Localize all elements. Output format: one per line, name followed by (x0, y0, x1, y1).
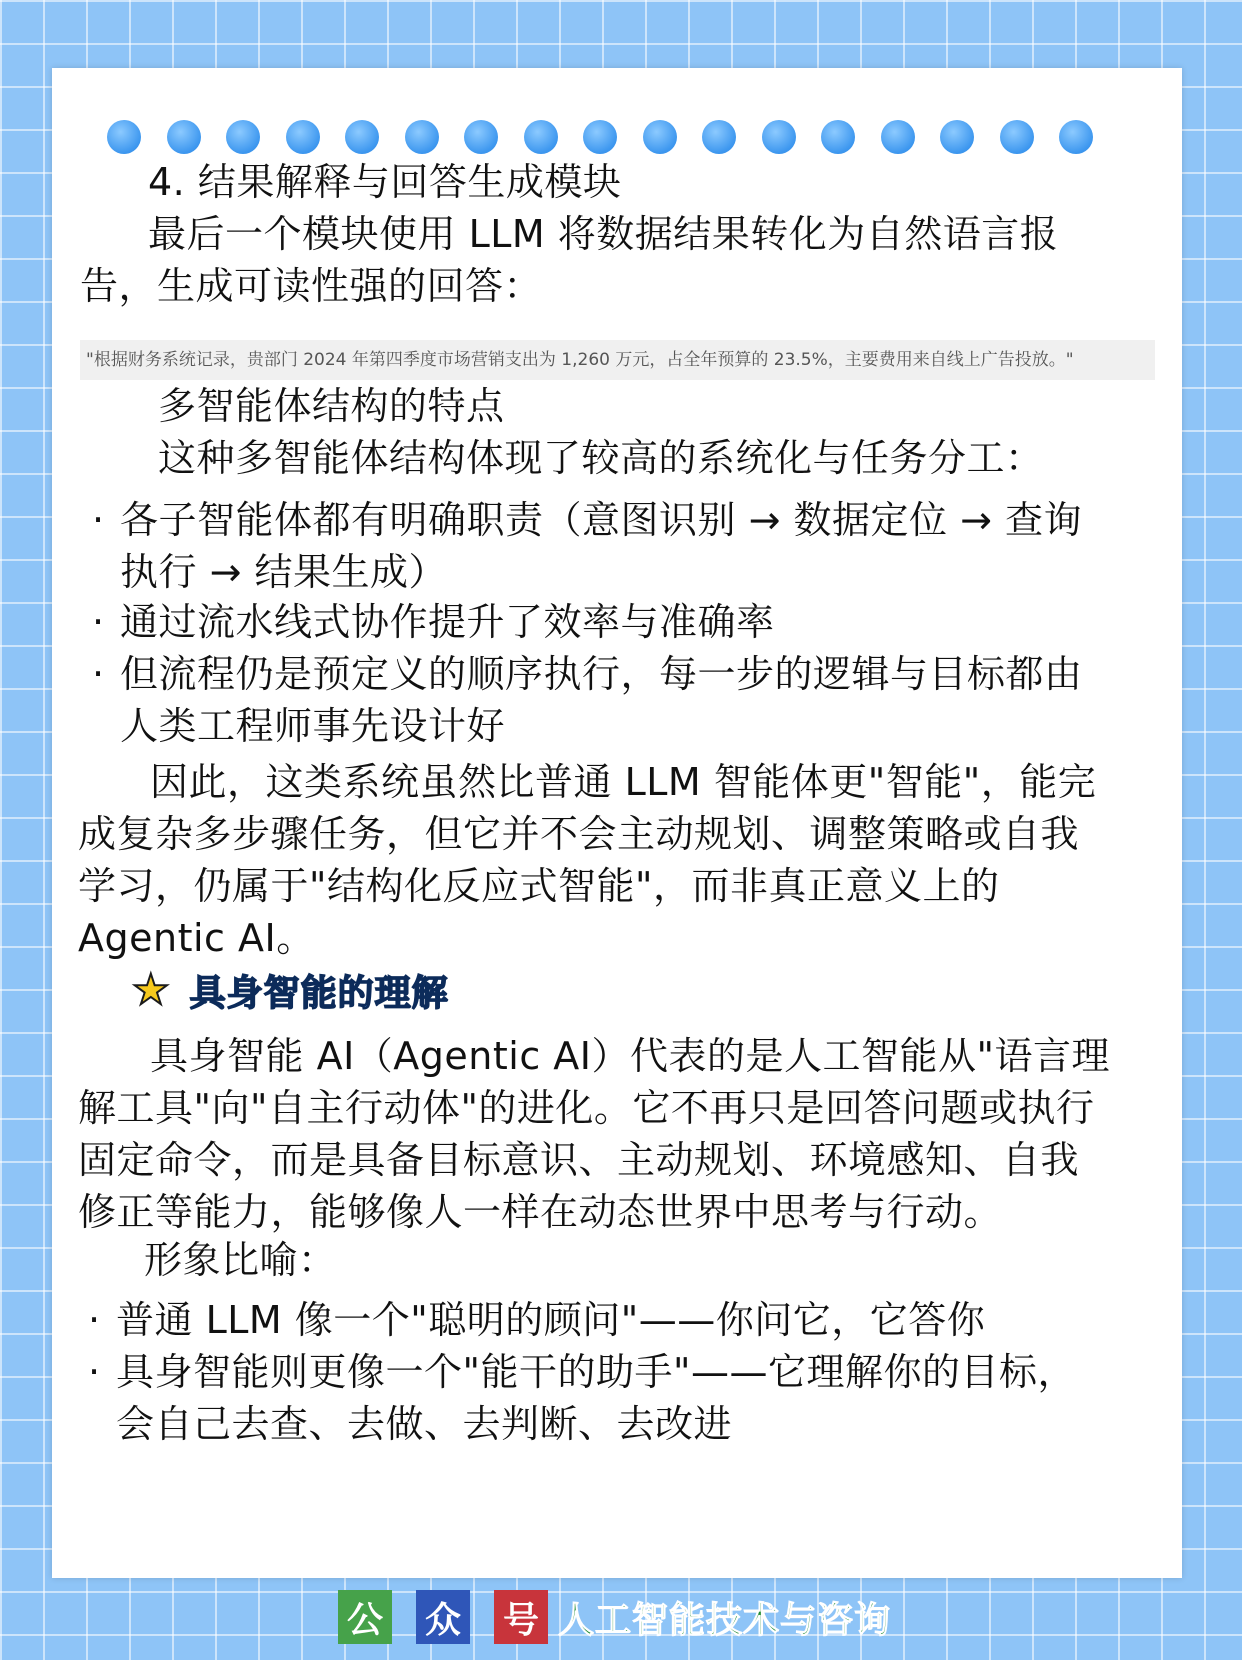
example-quote: "根据财务系统记录，贵部门 2024 年第四季度市场营销支出为 1,260 万元，占全年预算的 23.5%，主要费用来自线上广告投放。" (80, 340, 1155, 380)
binder-hole (167, 120, 201, 154)
footer-account (338, 1587, 891, 1647)
binder-hole (1059, 120, 1093, 154)
footer-account-name: 人工智能技术与咨询 (558, 1599, 892, 1641)
binder-holes (107, 120, 1147, 160)
binder-hole (345, 120, 379, 154)
section4-heading: 4. 结果解释与回答生成模块 (148, 160, 622, 204)
embodied-para-line1: 具身智能 AI（Agentic AI）代表的是人工智能从"语言理 (150, 1034, 1110, 1078)
metaphor-bullet-1: 普通 LLM 像一个"聪明的顾问"——你问它，它答你 (116, 1298, 986, 1342)
binder-hole (643, 120, 677, 154)
footer-badge-gong: 公 (338, 1590, 392, 1644)
binder-hole (881, 120, 915, 154)
binder-hole (1000, 120, 1034, 154)
footer-badge-hao: 号 (494, 1590, 548, 1644)
binder-hole (226, 120, 260, 154)
binder-hole (286, 120, 320, 154)
bullet-3-line1: 但流程仍是预定义的顺序执行，每一步的逻辑与目标都由 (120, 652, 1083, 696)
bullet-dot: · (92, 498, 105, 542)
binder-hole (702, 120, 736, 154)
metaphor-bullet-2-line1: 具身智能则更像一个"能干的助手"——它理解你的目标， (116, 1350, 1076, 1394)
bullet-1-line2: 执行 → 结果生成） (120, 550, 447, 594)
footer-badge-zhong: 众 (416, 1590, 470, 1644)
conclusion-line4: Agentic AI。 (78, 916, 315, 960)
metaphor-label: 形象比喻： (144, 1238, 337, 1282)
bullet-dot: · (92, 600, 105, 644)
bullet-dot: · (88, 1350, 101, 1394)
binder-hole (583, 120, 617, 154)
bullet-dot: · (92, 652, 105, 696)
embodied-para-line3: 固定命令，而是具备目标意识、主动规划、环境感知、自我 (78, 1138, 1080, 1182)
conclusion-line2: 成复杂多步骤任务，但它并不会主动规划、调整策略或自我 (78, 812, 1080, 856)
bullet-1-line1: 各子智能体都有明确职责（意图识别 → 数据定位 → 查询 (120, 498, 1082, 542)
binder-hole (464, 120, 498, 154)
star-icon: ★ (132, 965, 170, 1014)
multi-agent-intro: 这种多智能体结构体现了较高的系统化与任务分工： (158, 436, 1044, 480)
bullet-2-line1: 通过流水线式协作提升了效率与准确率 (120, 600, 775, 644)
binder-hole (107, 120, 141, 154)
bullet-3-line2: 人类工程师事先设计好 (120, 704, 506, 748)
embodied-para-line2: 解工具"向"自主行动体"的进化。它不再只是回答问题或执行 (78, 1086, 1095, 1130)
bullet-dot: · (88, 1298, 101, 1342)
multi-agent-heading: 多智能体结构的特点 (158, 384, 505, 428)
conclusion-line3: 学习，仍属于"结构化反应式智能"，而非真正意义上的 (78, 864, 1000, 908)
binder-hole (940, 120, 974, 154)
embodied-heading-row (132, 964, 449, 1016)
binder-hole (762, 120, 796, 154)
embodied-heading: 具身智能的理解 (189, 972, 449, 1014)
section4-desc-line1: 最后一个模块使用 LLM 将数据结果转化为自然语言报 (148, 212, 1059, 256)
metaphor-bullet-2-line2: 会自己去查、去做、去判断、去改进 (116, 1402, 733, 1446)
section4-desc-line2: 告，生成可读性强的回答： (80, 264, 543, 308)
content-card (52, 68, 1182, 1578)
embodied-para-line4: 修正等能力，能够像人一样在动态世界中思考与行动。 (78, 1190, 1003, 1234)
binder-hole (524, 120, 558, 154)
binder-hole (821, 120, 855, 154)
conclusion-line1: 因此，这类系统虽然比普通 LLM 智能体更"智能"，能完 (150, 760, 1097, 804)
binder-hole (405, 120, 439, 154)
